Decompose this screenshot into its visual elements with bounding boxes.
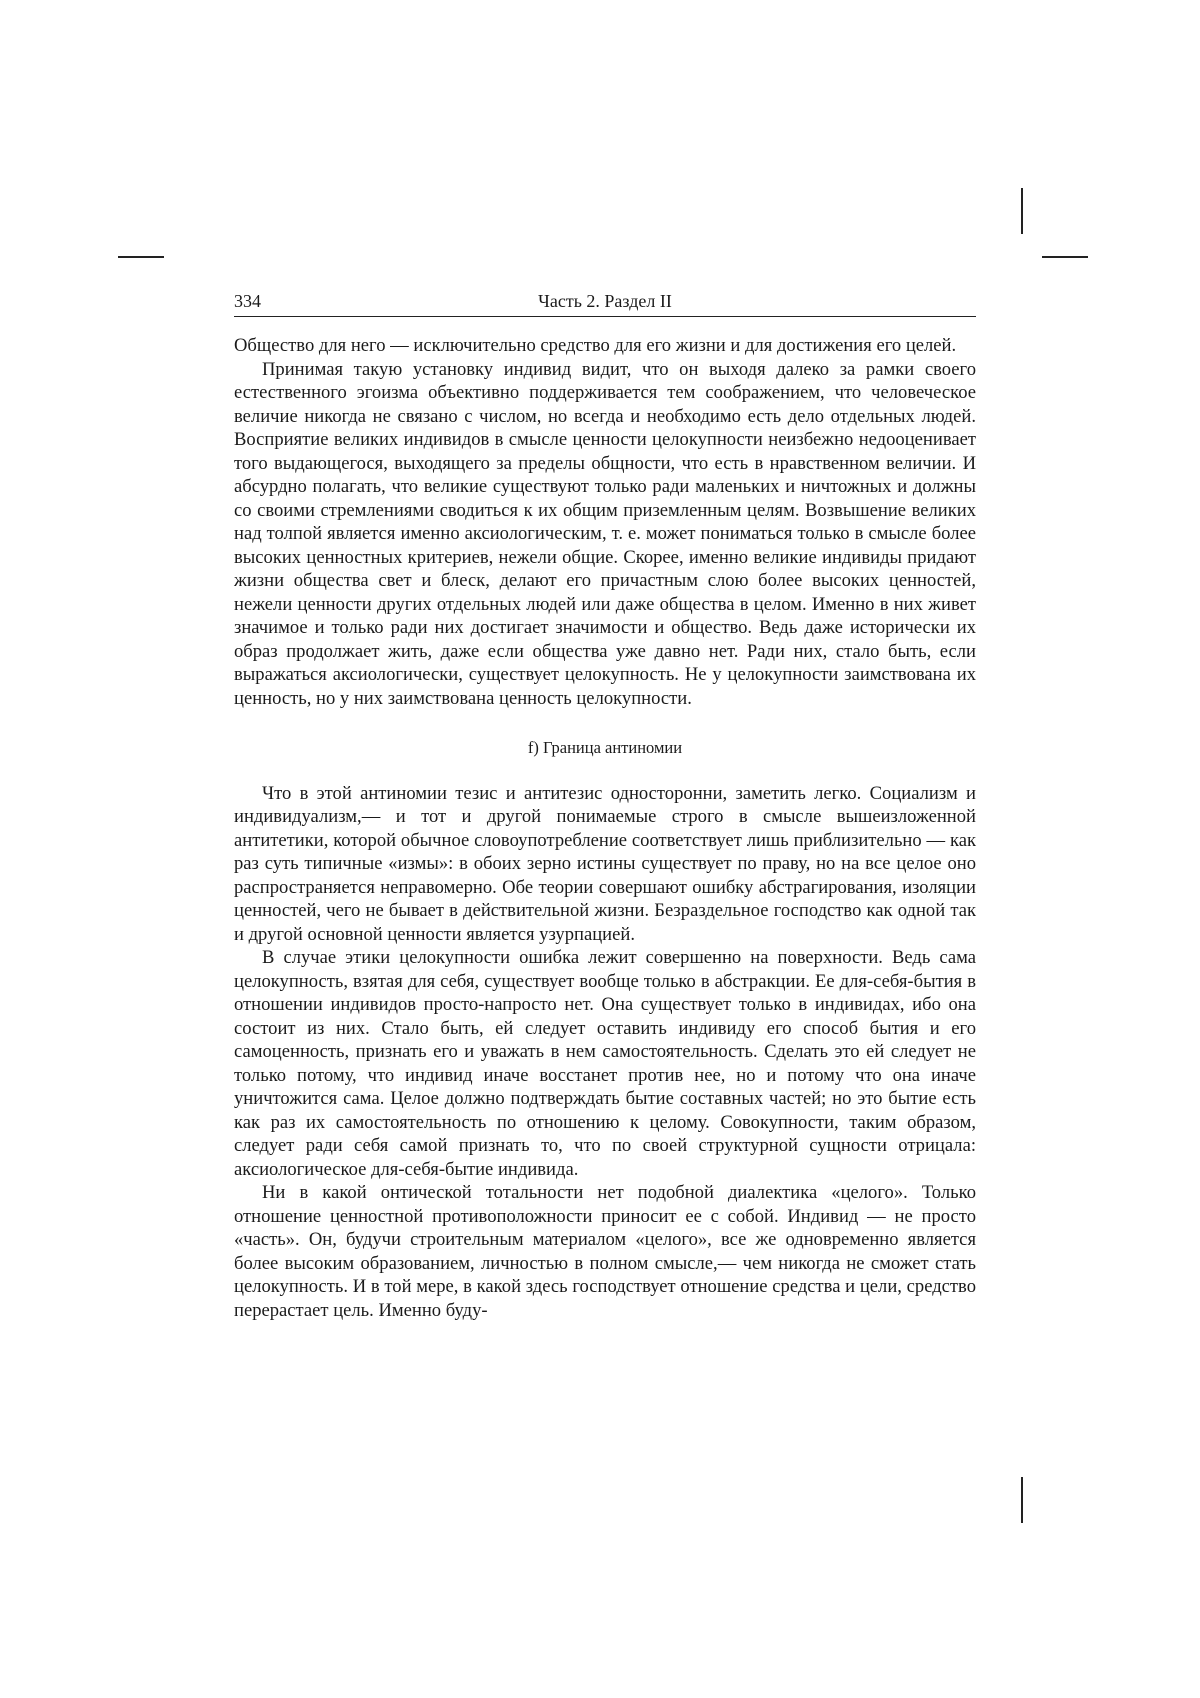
running-head: Часть 2. Раздел II [538,291,672,311]
page-number: 334 [234,291,261,311]
paragraph: Ни в какой онтической тотальности нет подобной диалектика «целого». Только отношение ценностной противоположности приносит ее с собой. Индивид — не просто «часть». Он, будучи строительным материалом «целого», все же одновременно является более высоким образованием, личностью в полном смысле,— чем никогда не сможет стать целокупность. И в той мере, в какой здесь господствует отношение средства и цели, средство перерастает цель. Именно буду- [234,1182,976,1321]
crop-mark-top-right [1042,256,1088,258]
paragraph: Что в этой антиномии тезис и антитезис односторонни, заметить легко. Социализм и индивидуализм,— и тот и другой понимаемые строго в смысле вышеизложенной антитетики, которой обычное словоупотребление соответствует лишь приблизительно — как раз суть типичные «измы»: в обоих зерно истины существует по праву, но на все целое оно распространяется неправомерно. Обе теории совершают ошибку абстрагирования, изоляции ценностей, чего не бывает в действительной жизни. Безраздельное господство как одной так и другой основной ценности является узурпацией. [234,782,976,945]
paragraph: В случае этики целокупности ошибка лежит совершенно на поверхности. Ведь сама целокупность, взятая для себя, существует вообще только в абстракции. Ее для-себя-бытия в отношении индивидов просто-напросто нет. Она существует только в индивидах, ибо она состоит из них. Стало быть, ей следует оставить индивиду его способ бытия и его самоценность, признать его и уважать в нем самостоятельность. Сделать это ей следует не только потому, что индивид иначе восстанет против нее, но и потому что она иначе уничтожится сама. Целое должно подтверждать бытие составных частей; но это бытие есть как раз их самостоятельность по отношению к целому. Совокупности, таким образом, следует ради себя самой признать то, что по своей структурной сущности отрицала: аксиологическое для-себя-бытие индивида. [234,947,976,1180]
section-heading: f) Граница антиномии [527,738,683,757]
page-header [234,290,976,317]
crop-mark-top-left [118,256,164,258]
crop-mark-right-upper [1021,188,1023,234]
crop-mark-right-lower [1021,1477,1023,1523]
body-text [234,334,976,1322]
paragraph: Принимая такую установку индивид видит, что он выходя далеко за рамки своего естественного эгоизма объективно поддерживается тем соображением, что человеческое величие никогда не связано с числом, но всегда и необходимо есть дело отдельных людей. Восприятие великих индивидов в смысле ценности целокупности неизбежно недооценивает того выдающегося, выходящего за пределы общности, что есть в нравственном величии. И абсурдно полагать, что великие существуют только ради маленьких и ничтожных и должны со своими стремлениями сводиться к их общим приземленным целям. Возвышение великих над толпой является именно аксиологическим, т. е. может пониматься только в смысле более высоких ценностных критериев, нежели общие. Скорее, именно великие индивиды придают жизни общества свет и блеск, делают его причастным слою более высоких ценностей, нежели ценности других отдельных людей или даже общества в целом. Именно в них живет значимое и только ради них достигает значимости и общество. Ведь даже исторически их образ продолжает жить, даже если общества уже давно нет. Ради них, стало быть, если выражаться аксиологически, существует целокупность. Не у целокупности заимствована их ценность, но у них заимствована ценность целокупности. [234,358,976,709]
paragraph: Общество для него — исключительно средство для его жизни и для достижения его целей. [234,335,957,356]
